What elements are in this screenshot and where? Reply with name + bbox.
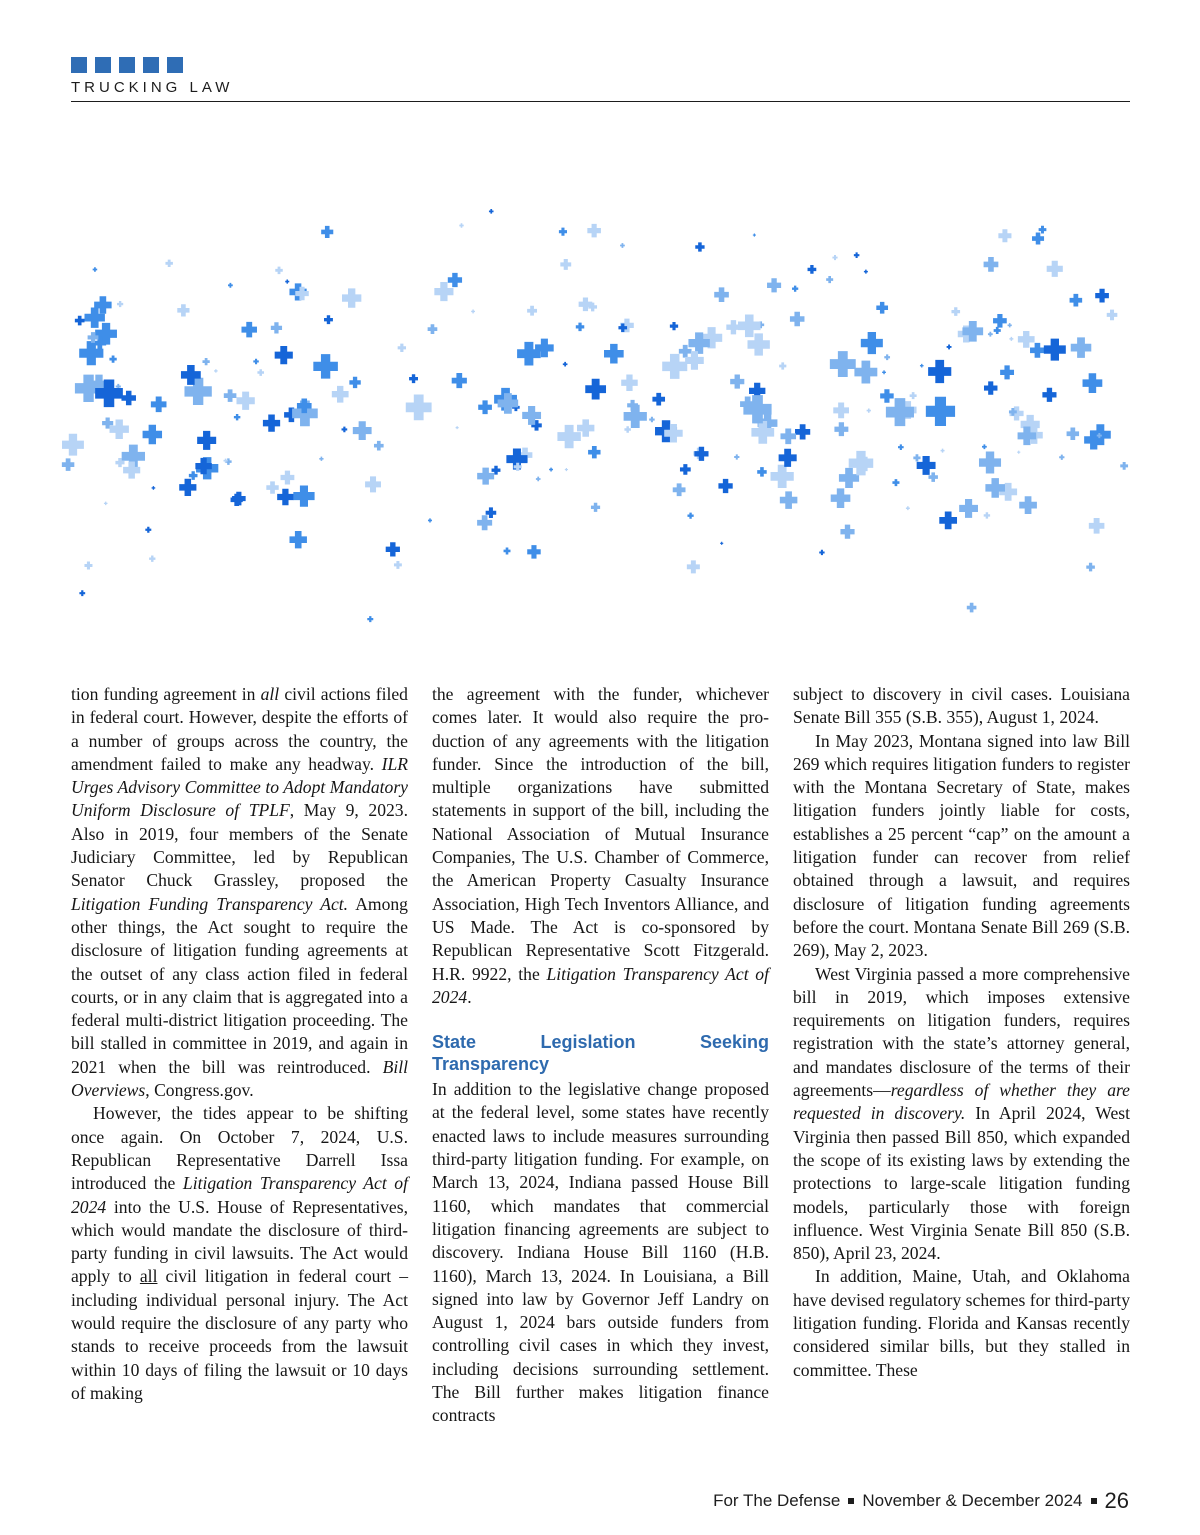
plus-sign-icon [670, 322, 678, 330]
plus-sign-icon [117, 301, 123, 307]
plus-sign-icon [920, 364, 924, 368]
plus-sign-icon [984, 512, 990, 518]
plus-sign-icon [1083, 373, 1103, 393]
plus-sign-icon [984, 257, 999, 272]
plus-sign-icon [790, 312, 805, 327]
plus-sign-icon [951, 307, 960, 316]
paragraph: In addition to the legislative change proposed at the federal level, some states have recently enacted laws to include measures surrounding third-party litigation funding. For example, on March 13, 2024, Indiana passed House Bill 1160, which mandates that commercial litigation financing agreements are subject to discovery. Indiana House Bill 1160 (H.B. 1160), March 13, 2024. In Louisiana, a Bill signed into law by Governor Jeff Landry on August 1, 2024 bars outside funders from controlling civil cases in which they invest, including decisions surrounding settlement. The Bill further makes litigation finance contracts [432, 1079, 769, 1426]
section-heading: State Legislation Seeking Transparency [432, 1032, 769, 1075]
article-column-1 [71, 683, 408, 1405]
plus-sign-icon [1030, 343, 1045, 358]
plus-sign-icon [988, 332, 993, 337]
header-square [95, 57, 111, 73]
plus-sign-icon [591, 503, 600, 512]
plus-sign-icon [1095, 289, 1109, 303]
plus-sign-icon [757, 467, 766, 476]
plus-sign-icon [779, 449, 797, 467]
header-square [167, 57, 183, 73]
emphasis-text: regardless of whether they are requested in discovery. [793, 1080, 1130, 1124]
plus-sign-icon [982, 444, 987, 449]
plus-sign-icon [892, 479, 899, 486]
plus-sign-icon [257, 369, 264, 376]
plus-sign-icon [898, 444, 904, 450]
plus-signs-illustration [60, 150, 1140, 660]
emphasis-text: ILR Urges Advisory Committee to Adopt Mandatory Uniform Disclosure of TPLF [71, 753, 408, 821]
paragraph: tion funding agreement in all civil actions filed in federal court. However, despite the efforts of a number of groups across the country, the amendment failed to make any headway. ILR Urges Advisory Committee to Adopt Mandatory Uniform Disclosure of TPLF, May 9, 2023. Also in 2019, four members of the Senate Judiciary Committee, led by Republican Senator Chuck Grassley, proposed the Litigation Funding Transparency Act. Among other things, the Act sought to require the disclosure of litigation funding agreements at the outset of any class action filed in federal courts, or in any claim that is aggregated into a federal multi-district litigation proceeding. The bill stalled in committee in 2019, and again in 2021 when the bill was reintroduced. Bill Overviews, Congress.gov. [71, 684, 408, 1101]
plus-sign-icon [884, 354, 890, 360]
plus-sign-icon [1042, 388, 1056, 402]
plus-sign-icon [321, 226, 333, 238]
plus-sign-icon [839, 468, 859, 488]
plus-sign-icon [324, 315, 333, 324]
plus-sign-icon [236, 392, 254, 410]
plus-sign-icon [779, 362, 786, 369]
plus-sign-icon [1009, 337, 1013, 341]
plus-sign-icon [275, 267, 282, 274]
header-square [71, 57, 87, 73]
plus-sign-icon [349, 377, 360, 388]
plus-sign-icon [281, 471, 295, 485]
plus-sign-icon [367, 616, 373, 622]
plus-sign-icon [342, 427, 348, 433]
plus-sign-icon [993, 314, 1007, 328]
plus-sign-icon [832, 255, 837, 260]
plus-sign-icon [1086, 563, 1095, 572]
plus-sign-icon [459, 223, 463, 227]
plus-sign-icon [913, 454, 920, 461]
plus-sign-icon [398, 344, 406, 352]
plus-sign-icon [979, 451, 1001, 473]
paragraph: subject to discovery in civil cases. Louisiana Senate Bill 355 (S.B. 355), August 1, 2024. [793, 684, 1130, 728]
plus-sign-icon [621, 375, 637, 391]
plus-sign-icon [332, 386, 349, 403]
plus-sign-icon [527, 306, 537, 316]
plus-sign-icon [428, 518, 432, 522]
plus-sign-icon [559, 228, 567, 236]
plus-sign-icon [730, 374, 744, 388]
paragraph: In May 2023, Montana signed into law Bill 269 which requires litigation funders to register with the Montana Secretary of State, makes litigation funders jointly liable for costs, establishes a 25 percent “cap” on the amount a litigation funder can recover from relief obtained through a lawsuit, and requires disclosure of litigation funding agreements before the court. Montana Senate Bill 269 (S.B. 269), May 2, 2023. [793, 730, 1130, 961]
plus-sign-icon [75, 316, 85, 326]
plus-sign-icon [861, 332, 883, 354]
emphasis-text: Litigation Funding Transparency Act. [71, 893, 349, 914]
plus-sign-icon [880, 389, 894, 403]
plus-sign-icon [1039, 226, 1047, 234]
plus-sign-icon [734, 454, 739, 459]
plus-sign-icon [263, 415, 280, 432]
plus-sign-icon [152, 486, 156, 490]
plus-sign-icon [854, 252, 860, 258]
paragraph: the agreement with the funder, whichever comes later. It would also require the production of any agreements with the litigation funder. Since the introduction of the bill, multiple organizations have submitted statements in support of the bill, including the National Association of Mutual Insurance Companies, The U.S. Chamber of Commerce, the American Property Casualty Insurance Association, High Tech Inventors Alliance, and US Made. The Act is co-sponsored by Republican Representative Scott Fitzgerald. H.R. 9922, the Litigation Transparency Act of 2024. [432, 684, 769, 1007]
emphasis-text: Litigation Transparency Act of 2024 [71, 1173, 408, 1217]
plus-sign-icon [224, 389, 237, 402]
paragraph: However, the tides appear to be shifting once again. On October 7, 2024, U.S. Republican Representative Darrell Issa introduced the Litigation Transparency Act of 2024 into the U.S. House of Representatives, which would mandate the disclosure of third-party funding in civil lawsuits. The Act would apply to all civil litigation in federal court – including individual personal injury. The Act would require the disclosure of any party who stands to receive proceeds from the lawsuit within 10 days of filing the lawsuit or 10 days of making [71, 1103, 408, 1403]
plus-sign-icon [906, 506, 910, 510]
plus-sign-icon [478, 400, 492, 414]
plus-sign-icon [718, 479, 732, 493]
page-footer [713, 1488, 1129, 1514]
plus-sign-icon [386, 542, 400, 556]
plus-sign-icon [1000, 365, 1014, 379]
plus-sign-icon [342, 288, 361, 307]
page-number: 26 [1104, 1488, 1129, 1513]
plus-sign-icon [830, 351, 856, 377]
plus-sign-icon [104, 502, 108, 506]
plus-sign-icon [394, 561, 402, 569]
paragraph: West Virginia passed a more comprehensive bill in 2019, which imposes extensive requirements on litigation funders, requires registration with the state’s attorney general, and mandates disclosure of the terms of their agreements—regardless of whether they are requested in discovery. In April 2024, West Virginia then passed Bill 850, which expanded the scope of its existing laws by extending the protections to large-scale litigation funding models, particularly those with foreign influence. West Virginia Senate Bill 850 (S.B. 850), April 23, 2024. [793, 963, 1130, 1264]
plus-sign-icon [780, 429, 796, 445]
plus-sign-icon [876, 302, 888, 314]
plus-sign-icon [234, 414, 240, 420]
plus-sign-icon [624, 426, 630, 432]
plus-sign-icon [266, 481, 278, 493]
header-rule [71, 101, 1130, 102]
plus-sign-icon [275, 346, 293, 364]
plus-sign-icon [434, 282, 453, 301]
plus-sign-icon [93, 267, 98, 272]
emphasis-text: all [260, 684, 280, 704]
plus-sign-icon [565, 468, 568, 471]
plus-sign-icon [695, 242, 704, 251]
issue-date: November & December 2024 [862, 1491, 1083, 1510]
plus-sign-icon [1044, 339, 1066, 361]
plus-sign-icon [910, 392, 917, 399]
plus-sign-icon [145, 527, 151, 533]
plus-sign-icon [151, 397, 167, 413]
plus-sign-icon [177, 304, 189, 316]
plus-sign-icon [471, 310, 475, 314]
plus-sign-icon [685, 351, 704, 370]
bullet-separator-icon [1091, 1498, 1097, 1504]
plus-sign-icon [121, 391, 136, 406]
plus-sign-icon [587, 224, 601, 238]
plus-sign-icon [228, 283, 233, 288]
plus-sign-icon [149, 556, 155, 562]
plus-sign-icon [795, 424, 810, 439]
plus-sign-icon [409, 374, 418, 383]
plus-sign-icon [289, 531, 306, 548]
plus-sign-icon [504, 548, 511, 555]
plus-sign-icon [928, 472, 937, 481]
plus-sign-icon [1059, 455, 1064, 460]
plus-sign-icon [840, 525, 854, 539]
emphasis-text: all [139, 1266, 158, 1287]
plus-sign-icon [563, 362, 568, 367]
plus-sign-icon [947, 345, 952, 350]
plus-sign-icon [714, 287, 729, 302]
plus-sign-icon [62, 434, 84, 456]
plus-sign-icon [1008, 323, 1012, 327]
plus-sign-icon [694, 447, 708, 461]
plus-sign-icon [1120, 462, 1128, 470]
plus-sign-icon [1070, 294, 1083, 307]
header-square [119, 57, 135, 73]
plus-sign-icon [560, 259, 571, 270]
plus-sign-icon [680, 464, 691, 475]
plus-sign-icon [767, 278, 781, 292]
plus-sign-icon [109, 355, 116, 362]
article-column-2 [432, 683, 769, 1428]
plus-sign-icon [576, 323, 584, 331]
plus-sign-icon [819, 550, 824, 555]
plus-sign-icon [214, 369, 217, 372]
plus-sign-icon [959, 499, 978, 518]
plus-sign-icon [771, 465, 794, 488]
plus-sign-icon [456, 426, 459, 429]
bullet-separator-icon [848, 1498, 854, 1504]
plus-sign-icon [826, 276, 833, 283]
plus-sign-icon [994, 327, 1001, 334]
plus-sign-icon [293, 485, 314, 506]
plus-sign-icon [792, 286, 798, 292]
plus-sign-icon [967, 603, 977, 613]
plus-sign-icon [753, 233, 756, 236]
plus-sign-icon [319, 457, 323, 461]
plus-sign-icon [833, 403, 849, 419]
plus-sign-icon [984, 381, 997, 394]
plus-sign-icon [926, 397, 955, 426]
plus-sign-icon [271, 322, 282, 333]
plus-sign-icon [652, 393, 665, 406]
plus-sign-icon [588, 446, 600, 458]
plus-sign-icon [620, 243, 625, 248]
plus-sign-icon [579, 297, 593, 311]
plus-sign-icon [448, 273, 462, 287]
plus-sign-icon [687, 513, 693, 519]
plus-sign-icon [353, 421, 372, 440]
plus-sign-icon [406, 394, 432, 420]
plus-sign-icon [365, 476, 381, 492]
plus-sign-icon [549, 468, 553, 472]
plus-sign-icon [687, 560, 700, 573]
plus-sign-icon [720, 542, 723, 545]
plus-sign-icon [834, 422, 848, 436]
plus-sign-icon [165, 260, 172, 267]
plus-sign-icon [527, 545, 540, 558]
plus-sign-icon [928, 360, 951, 383]
plus-sign-icon [62, 458, 74, 470]
plus-sign-icon [939, 511, 957, 529]
emphasis-text: Litigation Transparency Act of 2024 [432, 963, 769, 1007]
plus-sign-icon [624, 405, 647, 428]
plus-sign-icon [1047, 261, 1063, 277]
plus-sign-icon [79, 590, 85, 596]
plus-sign-icon [1089, 518, 1105, 534]
plus-sign-icon [649, 417, 654, 422]
plus-sign-icon [882, 370, 886, 374]
plus-sign-icon [277, 489, 293, 505]
plus-sign-icon [864, 270, 868, 274]
plus-sign-icon [1032, 233, 1044, 245]
plus-sign-icon [604, 344, 624, 364]
publication-name: For The Defense [713, 1491, 841, 1510]
plus-sign-icon [808, 265, 817, 274]
plus-sign-icon [1067, 428, 1080, 441]
plus-sign-icon [673, 483, 686, 496]
section-label: TRUCKING LAW [71, 79, 234, 96]
plus-sign-icon [1018, 331, 1035, 348]
plus-sign-icon [84, 562, 92, 570]
plus-sign-icon [1107, 310, 1118, 321]
plus-sign-icon [831, 488, 851, 508]
plus-sign-icon [1071, 337, 1092, 358]
plus-sign-icon [313, 354, 338, 379]
plus-sign-icon [428, 324, 438, 334]
header-square [143, 57, 159, 73]
emphasis-text: Bill Overviews [71, 1056, 408, 1101]
paragraph: In addition, Maine, Utah, and Oklahoma have devised regulatory schemes for third-party litigation funding. Florida and Kansas recently considered similar bills, but they stalled in committee. These [793, 1266, 1130, 1380]
plus-sign-icon [867, 408, 871, 412]
header-squares-decoration [71, 57, 183, 73]
plus-sign-icon [232, 492, 246, 506]
plus-sign-icon [197, 431, 216, 450]
plus-sign-icon [179, 479, 196, 496]
plus-sign-icon [285, 280, 289, 284]
plus-sign-icon [253, 359, 258, 364]
plus-sign-icon [1019, 496, 1037, 514]
plus-sign-icon [1017, 451, 1020, 454]
plus-sign-icon [536, 477, 541, 482]
plus-sign-icon [998, 229, 1011, 242]
plus-sign-icon [189, 471, 198, 480]
plus-sign-icon [941, 449, 945, 453]
plus-sign-icon [143, 425, 162, 444]
plus-sign-icon [780, 491, 798, 509]
plus-sign-icon [489, 209, 494, 214]
plus-sign-icon [241, 322, 256, 337]
plus-sign-icon [854, 361, 877, 384]
plus-sign-icon [202, 358, 209, 365]
article-column-3 [793, 683, 1130, 1382]
plus-sign-icon [374, 441, 384, 451]
plus-sign-icon [585, 379, 606, 400]
plus-sign-icon [452, 373, 467, 388]
